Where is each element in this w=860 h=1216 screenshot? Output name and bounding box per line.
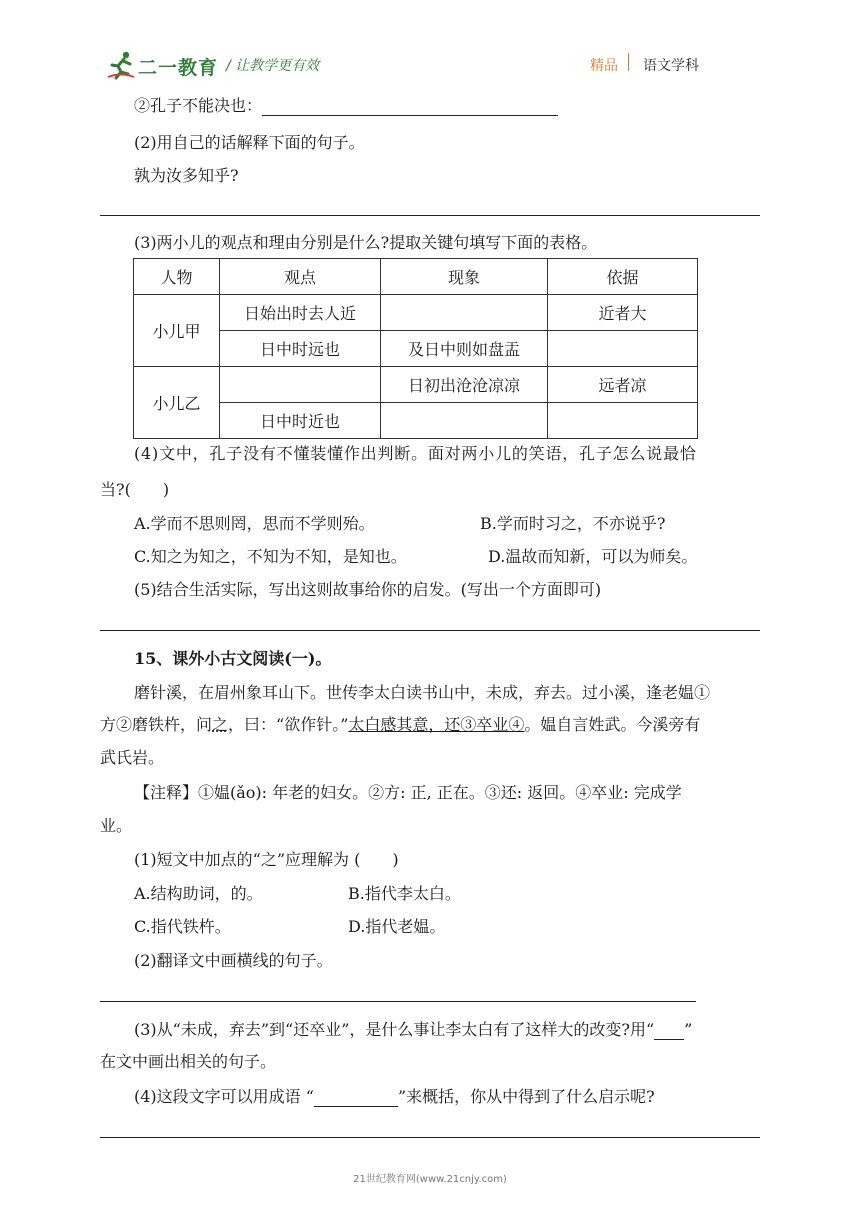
table-cell: 日始出时去人近 [220,295,381,331]
answer-blank[interactable] [262,99,558,116]
table-cell-blank[interactable] [548,331,698,367]
sub-question-4-line1: (4)文中，孔子没有不懂装懂作出判断。面对两小儿的笑语，孔子怎么说最恰 [134,444,697,463]
table-header-cell: 观点 [220,259,381,295]
logo-text: 二一教育 [138,57,219,79]
passage-line-3: 武氏岩。 [100,748,165,767]
table-header-cell: 依据 [548,259,698,295]
q15-sub-question-4 [134,1087,655,1107]
annotation-line-2: 业。 [100,816,133,835]
table-header-cell: 人物 [134,259,220,295]
q15-sub-question-4-text: (4)这段文字可以用成语 “ [134,1087,314,1106]
passage-text: ，曰：“欲作针。” [228,715,349,734]
table-header-cell: 现象 [381,259,548,295]
annotation-line-1: 【注释】①媪(ǎo): 年老的妇女。②方: 正, 正在。③还: 返回。④卒业: 完成学 [134,783,682,802]
q15-option-d[interactable]: D.指代老媪。 [348,917,446,936]
q15-sub-question-2: (2)翻译文中画横线的句子。 [134,951,333,970]
answer-line[interactable] [100,1137,760,1138]
idiom-blank[interactable] [314,1092,398,1107]
footer-source: 21世纪教育网(www.21cnjy.com) [353,1174,507,1185]
answer-line[interactable] [100,215,760,216]
q15-sub-question-1: (1)短文中加点的“之”应理解为 ( ) [134,850,399,869]
closing-quote: ” [684,1020,693,1039]
passage-text: 。媪自言姓武。今溪旁有 [524,715,701,734]
underlined-sentence: 太白感其意，还③卒业④ [348,715,525,734]
table-cell: 远者凉 [548,367,698,403]
table-cell-person: 小儿甲 [134,295,220,367]
brand-tag: 精品 [590,58,618,74]
passage-line-1: 磨针溪，在眉州象耳山下。世传李太白读书山中，未成，弃去。过小溪，逢老媪① [134,683,711,702]
subject-label: 语文学科 [643,58,699,74]
q15-sub-question-3-line1 [134,1020,692,1040]
header-divider [628,53,629,71]
question-15-title: 15、课外小古文阅读(一)。 [134,649,332,668]
option-d[interactable]: D.温故而知新，可以为师矣。 [488,547,698,566]
table-cell: 及日中则如盘盂 [381,331,548,367]
table-header-row [134,259,698,295]
sub-question-2: (2)用自己的话解释下面的句子。 [134,133,365,152]
q15-sub-question-3-line2: 在文中画出相关的句子。 [100,1052,277,1071]
q15-sub-question-4-text: ”来概括，你从中得到了什么启示呢? [397,1087,655,1106]
q15-sub-question-3-text: (3)从“未成，弃去”到“还卒业”，是什么事让李太白有了这样大的改变?用“ [134,1020,655,1039]
answer-line[interactable] [100,1001,696,1002]
sub-question-3: (3)两小儿的观点和理由分别是什么?提取关键句填写下面的表格。 [134,233,598,252]
underline-sample [654,1025,684,1040]
logo-runner-icon [106,50,136,80]
sub-question-4-line2: 当?( ) [100,480,170,499]
table-cell-blank[interactable] [381,295,548,331]
q15-option-c[interactable]: C.指代铁杵。 [134,917,231,936]
table-cell-blank[interactable] [220,367,381,403]
option-c[interactable]: C.知之为知之，不知为不知，是知也。 [134,547,407,566]
table-row [134,367,698,403]
sub-question-5: (5)结合生活实际，写出这则故事给你的启发。(写出一个方面即可) [134,580,602,599]
item-2-line [134,96,558,116]
option-a[interactable]: A.学而不思则罔，思而不学则殆。 [134,514,375,533]
passage-text: 方②磨铁杵，问 [100,715,213,734]
answer-table [133,258,698,439]
slogan: / 让教学更有效 [226,58,320,74]
q15-option-a[interactable]: A.结构助词，的。 [134,884,263,903]
table-cell-blank[interactable] [548,403,698,439]
table-cell: 日中时远也 [220,331,381,367]
table-cell-person: 小儿乙 [134,367,220,439]
option-b[interactable]: B.学而时习之，不亦说乎? [480,514,666,533]
table-cell: 日中时近也 [220,403,381,439]
item-2-text: ②孔子不能决也： [134,96,263,115]
sub-question-2-sentence: 孰为汝多知乎? [134,166,239,185]
dotted-character: 之 [212,715,229,734]
table-cell: 日初出沧沧凉凉 [381,367,548,403]
answer-line[interactable] [100,630,760,631]
table-cell: 近者大 [548,295,698,331]
table-row [134,295,698,331]
q15-option-b[interactable]: B.指代李太白。 [348,884,461,903]
passage-line-2 [100,715,700,735]
table-cell-blank[interactable] [381,403,548,439]
